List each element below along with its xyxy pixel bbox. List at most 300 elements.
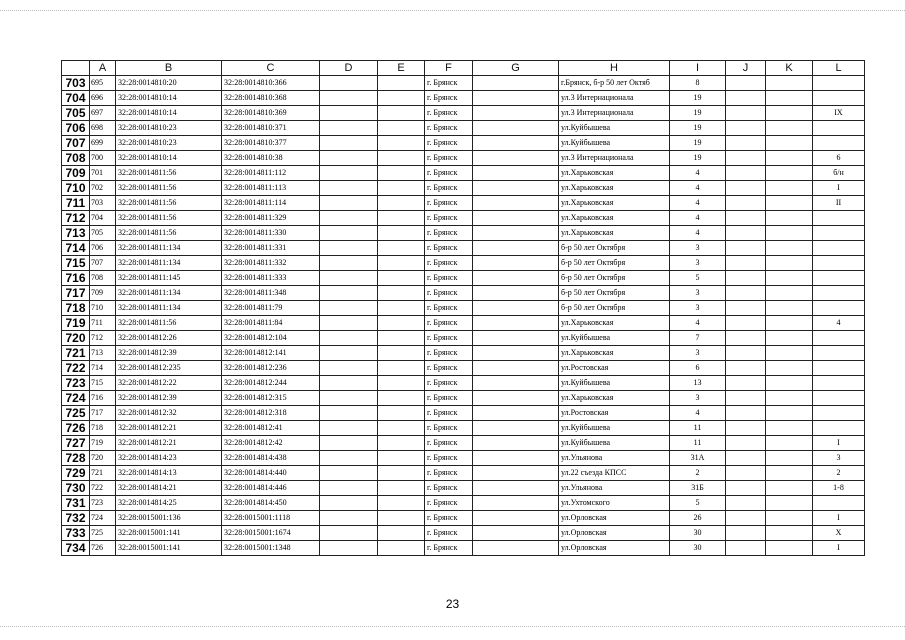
cell-d[interactable] — [320, 271, 378, 286]
row-number[interactable]: 703 — [62, 76, 90, 91]
cell-i[interactable]: 8 — [670, 76, 726, 91]
cell-i[interactable]: 4 — [670, 196, 726, 211]
cell-c[interactable]: 32:28:0014811:333 — [222, 271, 320, 286]
cell-j[interactable] — [726, 211, 766, 226]
cell-h[interactable]: ул.Ульянова — [559, 481, 670, 496]
cell-a[interactable]: 720 — [90, 451, 116, 466]
cell-j[interactable] — [726, 271, 766, 286]
cell-i[interactable]: 11 — [670, 421, 726, 436]
cell-a[interactable]: 706 — [90, 241, 116, 256]
cell-b[interactable]: 32:28:0015001:141 — [116, 526, 222, 541]
cell-i[interactable]: 5 — [670, 271, 726, 286]
cell-k[interactable] — [766, 76, 813, 91]
cell-f[interactable]: г. Брянск — [425, 166, 473, 181]
cell-j[interactable] — [726, 91, 766, 106]
cell-j[interactable] — [726, 106, 766, 121]
cell-c[interactable]: 32:28:0014812:318 — [222, 406, 320, 421]
column-header-h[interactable]: H — [559, 61, 670, 76]
cell-b[interactable]: 32:28:0014812:39 — [116, 346, 222, 361]
cell-d[interactable] — [320, 361, 378, 376]
cell-i[interactable]: 6 — [670, 361, 726, 376]
row-number[interactable]: 714 — [62, 241, 90, 256]
cell-e[interactable] — [378, 346, 425, 361]
cell-d[interactable] — [320, 76, 378, 91]
cell-l[interactable]: 1-8 — [813, 481, 865, 496]
cell-k[interactable] — [766, 436, 813, 451]
cell-j[interactable] — [726, 151, 766, 166]
cell-b[interactable]: 32:28:0014810:23 — [116, 121, 222, 136]
cell-b[interactable]: 32:28:0014811:56 — [116, 196, 222, 211]
cell-c[interactable]: 32:28:0014814:440 — [222, 466, 320, 481]
cell-a[interactable]: 699 — [90, 136, 116, 151]
cell-h[interactable]: б-р 50 лет Октября — [559, 241, 670, 256]
cell-e[interactable] — [378, 106, 425, 121]
cell-k[interactable] — [766, 391, 813, 406]
cell-f[interactable]: г. Брянск — [425, 511, 473, 526]
cell-d[interactable] — [320, 151, 378, 166]
cell-c[interactable]: 32:28:0014811:114 — [222, 196, 320, 211]
cell-g[interactable] — [473, 421, 559, 436]
cell-l[interactable] — [813, 391, 865, 406]
cell-j[interactable] — [726, 511, 766, 526]
row-number[interactable]: 724 — [62, 391, 90, 406]
cell-h[interactable]: ул.Харьковская — [559, 226, 670, 241]
cell-j[interactable] — [726, 391, 766, 406]
cell-g[interactable] — [473, 166, 559, 181]
cell-b[interactable]: 32:28:0014810:14 — [116, 106, 222, 121]
row-number[interactable]: 713 — [62, 226, 90, 241]
cell-l[interactable] — [813, 241, 865, 256]
cell-f[interactable]: г. Брянск — [425, 391, 473, 406]
cell-h[interactable]: ул.Ульянова — [559, 451, 670, 466]
cell-c[interactable]: 32:28:0014812:104 — [222, 331, 320, 346]
cell-c[interactable]: 32:28:0014812:315 — [222, 391, 320, 406]
cell-g[interactable] — [473, 376, 559, 391]
cell-i[interactable]: 3 — [670, 391, 726, 406]
cell-e[interactable] — [378, 376, 425, 391]
cell-j[interactable] — [726, 361, 766, 376]
cell-k[interactable] — [766, 541, 813, 556]
cell-i[interactable]: 13 — [670, 376, 726, 391]
cell-l[interactable]: 6 — [813, 151, 865, 166]
cell-c[interactable]: 32:28:0014814:450 — [222, 496, 320, 511]
cell-j[interactable] — [726, 451, 766, 466]
cell-j[interactable] — [726, 136, 766, 151]
cell-j[interactable] — [726, 121, 766, 136]
cell-k[interactable] — [766, 331, 813, 346]
cell-e[interactable] — [378, 226, 425, 241]
cell-l[interactable] — [813, 91, 865, 106]
cell-e[interactable] — [378, 436, 425, 451]
cell-g[interactable] — [473, 511, 559, 526]
cell-h[interactable]: ул.Харьковская — [559, 391, 670, 406]
row-number[interactable]: 721 — [62, 346, 90, 361]
cell-g[interactable] — [473, 151, 559, 166]
cell-k[interactable] — [766, 106, 813, 121]
cell-l[interactable] — [813, 271, 865, 286]
cell-i[interactable]: 26 — [670, 511, 726, 526]
cell-g[interactable] — [473, 316, 559, 331]
cell-c[interactable]: 32:28:0015001:1674 — [222, 526, 320, 541]
cell-k[interactable] — [766, 271, 813, 286]
cell-k[interactable] — [766, 286, 813, 301]
cell-f[interactable]: г. Брянск — [425, 496, 473, 511]
cell-i[interactable]: 4 — [670, 166, 726, 181]
cell-f[interactable]: г. Брянск — [425, 466, 473, 481]
cell-h[interactable]: ул.Харьковская — [559, 181, 670, 196]
cell-a[interactable]: 721 — [90, 466, 116, 481]
cell-i[interactable]: 4 — [670, 316, 726, 331]
cell-g[interactable] — [473, 211, 559, 226]
cell-e[interactable] — [378, 331, 425, 346]
cell-d[interactable] — [320, 301, 378, 316]
cell-k[interactable] — [766, 241, 813, 256]
cell-h[interactable]: ул.22 съезда КПСС — [559, 466, 670, 481]
cell-d[interactable] — [320, 511, 378, 526]
cell-h[interactable]: ул.Харьковская — [559, 316, 670, 331]
cell-g[interactable] — [473, 226, 559, 241]
cell-f[interactable]: г. Брянск — [425, 301, 473, 316]
cell-g[interactable] — [473, 136, 559, 151]
cell-b[interactable]: 32:28:0014812:26 — [116, 331, 222, 346]
cell-k[interactable] — [766, 256, 813, 271]
row-number[interactable]: 718 — [62, 301, 90, 316]
cell-a[interactable]: 715 — [90, 376, 116, 391]
cell-j[interactable] — [726, 436, 766, 451]
cell-i[interactable]: 4 — [670, 226, 726, 241]
cell-l[interactable] — [813, 421, 865, 436]
cell-f[interactable]: г. Брянск — [425, 481, 473, 496]
cell-h[interactable]: б-р 50 лет Октября — [559, 301, 670, 316]
cell-h[interactable]: б-р 50 лет Октября — [559, 271, 670, 286]
cell-f[interactable]: г. Брянск — [425, 316, 473, 331]
cell-k[interactable] — [766, 481, 813, 496]
cell-h[interactable]: ул.3 Интернационала — [559, 106, 670, 121]
cell-k[interactable] — [766, 136, 813, 151]
cell-h[interactable]: ул.Орловская — [559, 526, 670, 541]
column-header-b[interactable]: B — [116, 61, 222, 76]
row-number[interactable]: 709 — [62, 166, 90, 181]
cell-h[interactable]: ул.Ухтомского — [559, 496, 670, 511]
cell-g[interactable] — [473, 526, 559, 541]
cell-d[interactable] — [320, 481, 378, 496]
cell-l[interactable] — [813, 121, 865, 136]
cell-g[interactable] — [473, 256, 559, 271]
cell-a[interactable]: 724 — [90, 511, 116, 526]
cell-c[interactable]: 32:28:0014814:446 — [222, 481, 320, 496]
cell-i[interactable]: 11 — [670, 436, 726, 451]
cell-e[interactable] — [378, 256, 425, 271]
cell-e[interactable] — [378, 406, 425, 421]
cell-h[interactable]: ул.Харьковская — [559, 211, 670, 226]
cell-d[interactable] — [320, 166, 378, 181]
cell-l[interactable] — [813, 286, 865, 301]
cell-e[interactable] — [378, 541, 425, 556]
cell-j[interactable] — [726, 256, 766, 271]
row-number[interactable]: 711 — [62, 196, 90, 211]
cell-f[interactable]: г. Брянск — [425, 451, 473, 466]
cell-e[interactable] — [378, 511, 425, 526]
cell-i[interactable]: 30 — [670, 526, 726, 541]
cell-b[interactable]: 32:28:0014812:32 — [116, 406, 222, 421]
cell-h[interactable]: б-р 50 лет Октября — [559, 256, 670, 271]
column-header-d[interactable]: D — [320, 61, 378, 76]
cell-a[interactable]: 714 — [90, 361, 116, 376]
cell-c[interactable]: 32:28:0014811:84 — [222, 316, 320, 331]
cell-l[interactable] — [813, 226, 865, 241]
cell-c[interactable]: 32:28:0014810:368 — [222, 91, 320, 106]
cell-l[interactable]: 3 — [813, 451, 865, 466]
cell-i[interactable]: 4 — [670, 181, 726, 196]
cell-e[interactable] — [378, 361, 425, 376]
cell-b[interactable]: 32:28:0014811:56 — [116, 226, 222, 241]
cell-b[interactable]: 32:28:0014811:134 — [116, 241, 222, 256]
row-number[interactable]: 723 — [62, 376, 90, 391]
row-number[interactable]: 733 — [62, 526, 90, 541]
column-header-l[interactable]: L — [813, 61, 865, 76]
cell-b[interactable]: 32:28:0014814:25 — [116, 496, 222, 511]
cell-k[interactable] — [766, 196, 813, 211]
cell-k[interactable] — [766, 526, 813, 541]
cell-f[interactable]: г. Брянск — [425, 106, 473, 121]
cell-g[interactable] — [473, 271, 559, 286]
row-number[interactable]: 715 — [62, 256, 90, 271]
cell-c[interactable]: 32:28:0014812:236 — [222, 361, 320, 376]
cell-a[interactable]: 708 — [90, 271, 116, 286]
cell-a[interactable]: 713 — [90, 346, 116, 361]
cell-h[interactable]: ул.Харьковская — [559, 166, 670, 181]
cell-a[interactable]: 695 — [90, 76, 116, 91]
cell-d[interactable] — [320, 496, 378, 511]
cell-c[interactable]: 32:28:0014810:371 — [222, 121, 320, 136]
cell-g[interactable] — [473, 481, 559, 496]
cell-i[interactable]: 7 — [670, 331, 726, 346]
cell-d[interactable] — [320, 436, 378, 451]
cell-l[interactable]: II — [813, 196, 865, 211]
row-number[interactable]: 728 — [62, 451, 90, 466]
cell-j[interactable] — [726, 166, 766, 181]
cell-h[interactable]: ул.Ростовская — [559, 361, 670, 376]
cell-k[interactable] — [766, 406, 813, 421]
cell-c[interactable]: 32:28:0014810:377 — [222, 136, 320, 151]
cell-k[interactable] — [766, 211, 813, 226]
cell-h[interactable]: ул.Орловская — [559, 541, 670, 556]
cell-k[interactable] — [766, 316, 813, 331]
cell-b[interactable]: 32:28:0014810:14 — [116, 91, 222, 106]
cell-h[interactable]: б-р 50 лет Октября — [559, 286, 670, 301]
row-number[interactable]: 732 — [62, 511, 90, 526]
cell-l[interactable]: IX — [813, 106, 865, 121]
cell-k[interactable] — [766, 226, 813, 241]
cell-l[interactable] — [813, 76, 865, 91]
cell-f[interactable]: г. Брянск — [425, 346, 473, 361]
cell-f[interactable]: г. Брянск — [425, 196, 473, 211]
cell-g[interactable] — [473, 196, 559, 211]
cell-f[interactable]: г. Брянск — [425, 361, 473, 376]
cell-d[interactable] — [320, 121, 378, 136]
cell-d[interactable] — [320, 226, 378, 241]
cell-g[interactable] — [473, 436, 559, 451]
cell-l[interactable]: X — [813, 526, 865, 541]
cell-d[interactable] — [320, 196, 378, 211]
cell-f[interactable]: г. Брянск — [425, 136, 473, 151]
cell-i[interactable]: 3 — [670, 346, 726, 361]
cell-k[interactable] — [766, 376, 813, 391]
cell-e[interactable] — [378, 316, 425, 331]
cell-f[interactable]: г. Брянск — [425, 211, 473, 226]
cell-b[interactable]: 32:28:0014814:13 — [116, 466, 222, 481]
cell-g[interactable] — [473, 541, 559, 556]
cell-j[interactable] — [726, 481, 766, 496]
cell-g[interactable] — [473, 346, 559, 361]
row-number[interactable]: 707 — [62, 136, 90, 151]
row-number[interactable]: 708 — [62, 151, 90, 166]
cell-l[interactable] — [813, 361, 865, 376]
column-header-a[interactable]: A — [90, 61, 116, 76]
cell-b[interactable]: 32:28:0014810:23 — [116, 136, 222, 151]
cell-h[interactable]: ул.Харьковская — [559, 346, 670, 361]
cell-a[interactable]: 722 — [90, 481, 116, 496]
cell-e[interactable] — [378, 466, 425, 481]
cell-g[interactable] — [473, 121, 559, 136]
cell-e[interactable] — [378, 421, 425, 436]
cell-j[interactable] — [726, 301, 766, 316]
cell-f[interactable]: г. Брянск — [425, 181, 473, 196]
cell-d[interactable] — [320, 316, 378, 331]
cell-a[interactable]: 702 — [90, 181, 116, 196]
cell-e[interactable] — [378, 241, 425, 256]
cell-f[interactable]: г. Брянск — [425, 226, 473, 241]
cell-h[interactable]: ул.Куйбышева — [559, 121, 670, 136]
cell-l[interactable]: б/н — [813, 166, 865, 181]
row-number[interactable]: 727 — [62, 436, 90, 451]
cell-g[interactable] — [473, 286, 559, 301]
cell-j[interactable] — [726, 406, 766, 421]
cell-a[interactable]: 698 — [90, 121, 116, 136]
cell-f[interactable]: г. Брянск — [425, 256, 473, 271]
cell-a[interactable]: 703 — [90, 196, 116, 211]
cell-a[interactable]: 700 — [90, 151, 116, 166]
cell-a[interactable]: 711 — [90, 316, 116, 331]
cell-b[interactable]: 32:28:0015001:141 — [116, 541, 222, 556]
cell-j[interactable] — [726, 196, 766, 211]
cell-l[interactable] — [813, 301, 865, 316]
cell-k[interactable] — [766, 91, 813, 106]
cell-e[interactable] — [378, 166, 425, 181]
cell-e[interactable] — [378, 451, 425, 466]
cell-e[interactable] — [378, 76, 425, 91]
cell-d[interactable] — [320, 421, 378, 436]
cell-g[interactable] — [473, 391, 559, 406]
cell-f[interactable]: г. Брянск — [425, 541, 473, 556]
cell-i[interactable]: 3 — [670, 286, 726, 301]
cell-f[interactable]: г. Брянск — [425, 526, 473, 541]
cell-a[interactable]: 712 — [90, 331, 116, 346]
cell-g[interactable] — [473, 451, 559, 466]
cell-e[interactable] — [378, 271, 425, 286]
cell-f[interactable]: г. Брянск — [425, 286, 473, 301]
row-number[interactable]: 729 — [62, 466, 90, 481]
cell-j[interactable] — [726, 376, 766, 391]
cell-d[interactable] — [320, 346, 378, 361]
cell-a[interactable]: 716 — [90, 391, 116, 406]
cell-e[interactable] — [378, 526, 425, 541]
cell-f[interactable]: г. Брянск — [425, 91, 473, 106]
cell-e[interactable] — [378, 151, 425, 166]
row-number[interactable]: 712 — [62, 211, 90, 226]
cell-d[interactable] — [320, 91, 378, 106]
cell-i[interactable]: 4 — [670, 406, 726, 421]
cell-f[interactable]: г. Брянск — [425, 421, 473, 436]
cell-h[interactable]: ул.Ростовская — [559, 406, 670, 421]
cell-c[interactable]: 32:28:0014811:330 — [222, 226, 320, 241]
cell-e[interactable] — [378, 286, 425, 301]
cell-d[interactable] — [320, 526, 378, 541]
cell-i[interactable]: 19 — [670, 91, 726, 106]
cell-j[interactable] — [726, 76, 766, 91]
cell-d[interactable] — [320, 136, 378, 151]
cell-b[interactable]: 32:28:0014811:134 — [116, 286, 222, 301]
cell-e[interactable] — [378, 136, 425, 151]
cell-i[interactable]: 3 — [670, 241, 726, 256]
cell-i[interactable]: 3 — [670, 301, 726, 316]
cell-g[interactable] — [473, 106, 559, 121]
cell-d[interactable] — [320, 241, 378, 256]
cell-k[interactable] — [766, 496, 813, 511]
cell-b[interactable]: 32:28:0014812:22 — [116, 376, 222, 391]
cell-d[interactable] — [320, 376, 378, 391]
cell-h[interactable]: ул.3 Интернационала — [559, 91, 670, 106]
cell-g[interactable] — [473, 91, 559, 106]
cell-c[interactable]: 32:28:0014812:41 — [222, 421, 320, 436]
cell-e[interactable] — [378, 481, 425, 496]
cell-l[interactable]: I — [813, 541, 865, 556]
cell-k[interactable] — [766, 166, 813, 181]
cell-l[interactable]: 4 — [813, 316, 865, 331]
row-number[interactable]: 710 — [62, 181, 90, 196]
cell-l[interactable] — [813, 376, 865, 391]
row-number[interactable]: 726 — [62, 421, 90, 436]
row-number[interactable]: 705 — [62, 106, 90, 121]
row-number[interactable]: 730 — [62, 481, 90, 496]
cell-c[interactable]: 32:28:0014810:369 — [222, 106, 320, 121]
cell-g[interactable] — [473, 301, 559, 316]
cell-j[interactable] — [726, 496, 766, 511]
cell-a[interactable]: 725 — [90, 526, 116, 541]
cell-c[interactable]: 32:28:0014812:141 — [222, 346, 320, 361]
cell-h[interactable]: ул.Харьковская — [559, 196, 670, 211]
cell-c[interactable]: 32:28:0014811:112 — [222, 166, 320, 181]
cell-l[interactable]: I — [813, 436, 865, 451]
row-number[interactable]: 719 — [62, 316, 90, 331]
column-header-i[interactable]: I — [670, 61, 726, 76]
cell-c[interactable]: 32:28:0014810:366 — [222, 76, 320, 91]
cell-d[interactable] — [320, 391, 378, 406]
cell-b[interactable]: 32:28:0014814:23 — [116, 451, 222, 466]
cell-b[interactable]: 32:28:0014812:39 — [116, 391, 222, 406]
cell-e[interactable] — [378, 181, 425, 196]
cell-g[interactable] — [473, 496, 559, 511]
cell-j[interactable] — [726, 241, 766, 256]
cell-b[interactable]: 32:28:0014811:134 — [116, 301, 222, 316]
cell-k[interactable] — [766, 466, 813, 481]
cell-d[interactable] — [320, 256, 378, 271]
cell-c[interactable]: 32:28:0014812:42 — [222, 436, 320, 451]
cell-a[interactable]: 704 — [90, 211, 116, 226]
cell-g[interactable] — [473, 181, 559, 196]
cell-f[interactable]: г. Брянск — [425, 331, 473, 346]
row-number[interactable]: 716 — [62, 271, 90, 286]
